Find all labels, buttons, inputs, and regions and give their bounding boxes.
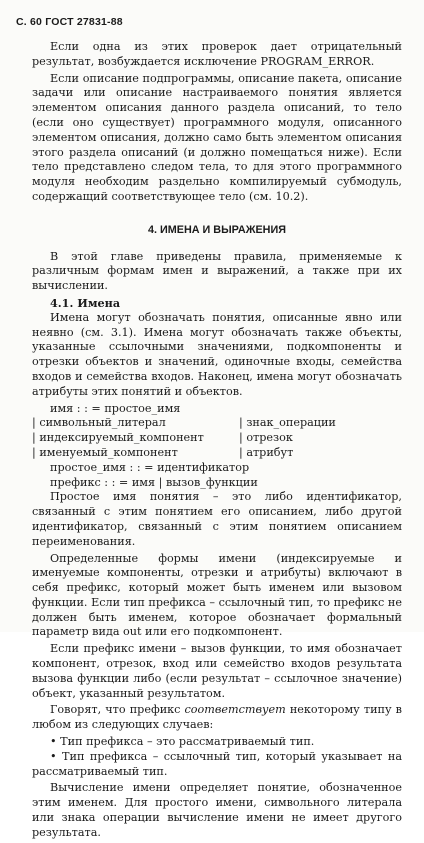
grammar-row-3 <box>32 431 402 446</box>
grammar-line-6: префикс : : = имя | вызов_функции <box>50 475 258 489</box>
bullet-1: • Тип префикса – это рассматриваемый тип. <box>50 735 315 749</box>
subsection-heading: 4.1. Имена <box>50 295 121 310</box>
grammar-4-left: | именуемый_компонент <box>32 445 178 459</box>
bullet-2: • Тип префикса – ссылочный тип, который указывает на рассматриваемый тип. <box>32 749 402 778</box>
grammar-row-2 <box>32 416 402 431</box>
grammar-row-4 <box>32 446 402 461</box>
paragraph-8-emphasis: соответствует <box>184 703 286 717</box>
paragraph-8-part-c: некоторому типу в любом из следующих случаев: <box>32 703 402 732</box>
paragraph-7: Если префикс имени – вызов функции, то имя обозначает компонент, отрезок, вход или семейство входов результата вызова функции либо (если результат – ссылочное значение) объект, указанный результатом. <box>32 642 402 700</box>
grammar-line-5: простое_имя : : = идентификатор <box>50 460 250 474</box>
paragraph-3: В этой главе приведены правила, применяемые к различным формам имен и выражений, а также при их вычислении. <box>32 249 402 293</box>
grammar-3-left: | индексируемый_компонент <box>32 431 204 445</box>
section-title: 4. ИМЕНА И ВЫРАЖЕНИЯ <box>147 223 286 236</box>
paragraph-5: Простое имя понятия – это либо идентификатор, связанный с этим понятием его описанием, либо другой идентификатор, связанный с этим понятием описанием переименования. <box>32 490 402 548</box>
grammar-block <box>32 402 402 491</box>
paragraph-2: Если описание подпрограммы, описание пакета, описание задачи или описание настраиваемого понятия является элементом описания данного раздела описаний, то тело (если оно существует) программного модуля, описанного элементом описания, должно само быть элементом описания этого раздела описаний (и должно помещаться ниже). Если тело представлено следом тела, то для этого программного модуля необходим раздельно компилируемый субмодуль, содержащий соответствующее тело (см. 10.2). <box>32 71 402 203</box>
paragraph-6: Определенные формы имени (индексируемые и именуемые компоненты, отрезки и атрибуты) включают в себя префикс, который может быть именем или вызовом функции. Если тип префикса – ссылочный тип, то префикс не должен быть именем, которое обозначает формальный параметр вида out или его подкомпонент. <box>32 551 402 639</box>
paragraph-8 <box>32 703 402 733</box>
paragraph-8-part-a: Говорят, что префикс <box>50 703 185 717</box>
grammar-2-left: | символьный_литерал <box>32 416 166 430</box>
paragraph-1: Если одна из этих проверок дает отрицательный результат, возбуждается исключение PROGRAM_ERROR. <box>32 40 402 68</box>
grammar-2-right: | знак_операции <box>239 416 336 430</box>
grammar-3-right: | отрезок <box>239 431 293 445</box>
text-body <box>32 40 402 843</box>
grammar-line-1: имя : : = простое_имя <box>50 401 181 415</box>
grammar-4-right: | атрибут <box>239 445 294 459</box>
paragraph-4: Имена могут обозначать понятия, описанные явно или неявно (см. 3.1). Имена могут обозначать также объекты, указанные ссылочными значениями, подкомпоненты и отрезки объектов и значений, одиночные входы, семейства входов и семейства входов. Наконец, имена могут обозначать атрибуты этих понятий и объектов. <box>32 310 402 398</box>
page-header: С. 60 ГОСТ 27831-88 <box>16 16 123 28</box>
paragraph-9: Вычисление имени определяет понятие, обозначенное этим именем. Для простого имени, символьного литерала или знака операции вычисление имени не имеет другого результата. <box>32 781 402 839</box>
